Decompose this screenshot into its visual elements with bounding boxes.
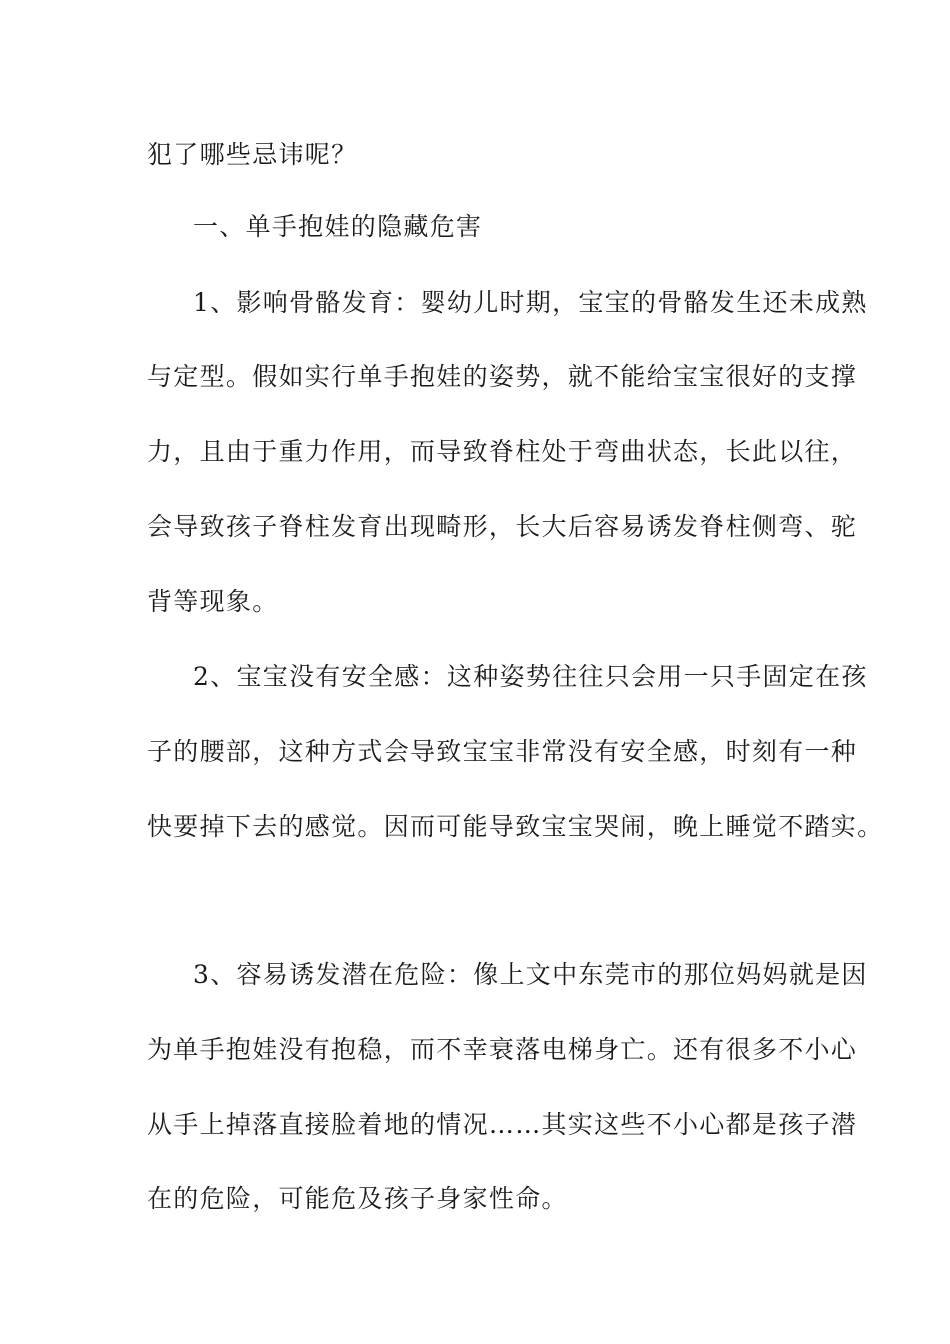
paragraph-line: 2、宝宝没有安全感：这种姿势往往只会用一只手固定在孩	[193, 662, 868, 691]
paragraph-line: 力，且由于重力作用，而导致脊柱处于弯曲状态，长此以往，	[147, 437, 858, 466]
paragraph-line: 与定型。假如实行单手抱娃的姿势，就不能给宝宝很好的支撑	[147, 362, 858, 391]
paragraph-line: 为单手抱娃没有抱稳，而不幸衰落电梯身亡。还有很多不小心	[147, 1035, 858, 1064]
paragraph-line: 3、容易诱发潜在危险：像上文中东莞市的那位妈妈就是因	[193, 960, 868, 989]
paragraph-line: 犯了哪些忌讳呢？	[147, 140, 358, 169]
paragraph-line: 快要掉下去的感觉。因而可能导致宝宝哭闹，晚上睡觉不踏实。	[147, 812, 884, 841]
paragraph-line: 在的危险，可能危及孩子身家性命。	[147, 1184, 568, 1213]
paragraph-line: 会导致孩子脊柱发育出现畸形，长大后容易诱发脊柱侧弯、驼	[147, 512, 858, 541]
paragraph-line: 1、影响骨骼发育：婴幼儿时期，宝宝的骨骼发生还未成熟	[193, 288, 868, 317]
section-heading: 一、单手抱娃的隐藏危害	[193, 212, 483, 241]
paragraph-line: 背等现象。	[147, 587, 279, 616]
paragraph-line: 从手上掉落直接脸着地的情况……其实这些不小心都是孩子潜	[147, 1110, 858, 1139]
paragraph-line: 子的腰部，这种方式会导致宝宝非常没有安全感，时刻有一种	[147, 737, 858, 766]
